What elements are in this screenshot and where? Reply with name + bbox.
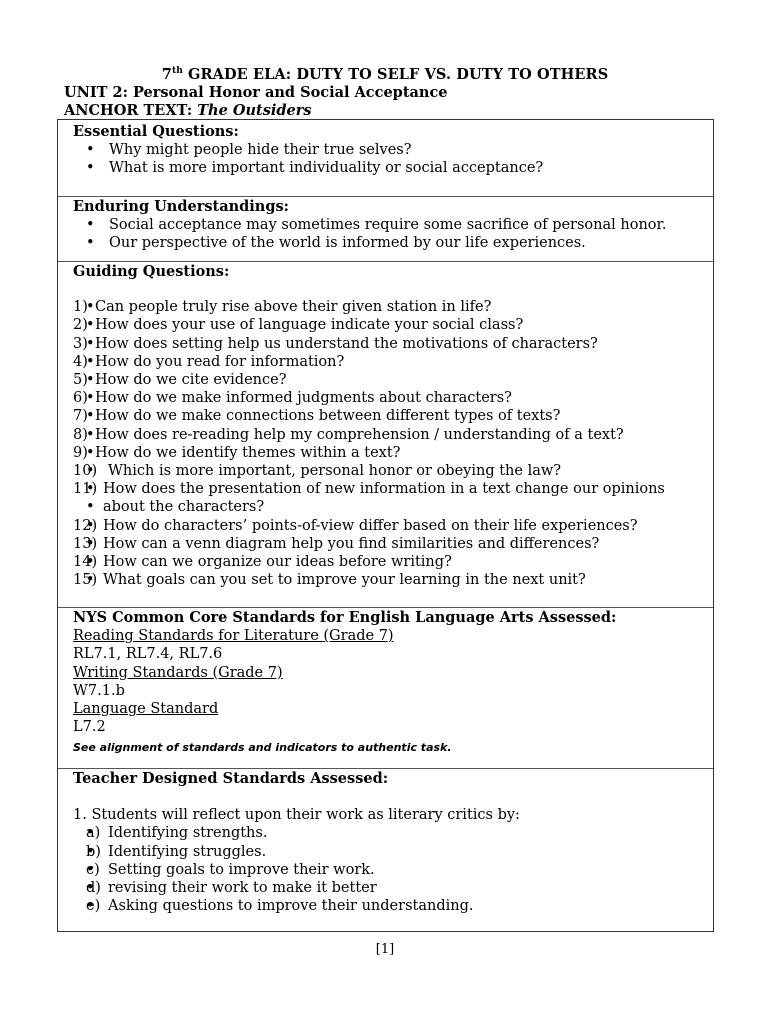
list-number: • 3) (73, 335, 88, 352)
list-text: How does the presentation of new information in a text change our opinions (103, 481, 665, 498)
list-item: • What is more important individuality or social acceptance? (73, 159, 543, 177)
list-number: • 1) (73, 299, 88, 316)
list-number: • 6) (73, 390, 88, 407)
list-item (73, 553, 665, 571)
list-item (73, 879, 520, 897)
language-standard-label: Language Standard (73, 701, 219, 718)
list-item (73, 298, 665, 316)
teacher-standards-section (58, 769, 713, 931)
list-item: • Our perspective of the world is informed by our life experiences. (73, 234, 666, 252)
list-item: • Social acceptance may sometimes require some sacrifice of personal honor. (73, 216, 666, 234)
list-text: Identifying strengths. (108, 825, 268, 842)
page-title: 7th GRADE ELA: DUTY TO SELF VS. DUTY TO OTHERS (161, 66, 609, 83)
list-item (73, 316, 665, 334)
anchor-book-title: The Outsiders (197, 102, 312, 119)
list-number: • 11) (73, 481, 98, 498)
unit-table (57, 119, 714, 932)
teacher-standards-intro: 1. Students will reflect upon their work as literary critics by: (73, 807, 520, 824)
list-item (73, 353, 665, 371)
teacher-standards-heading: Teacher Designed Standards Assessed: (73, 770, 389, 787)
list-item (73, 824, 520, 842)
essential-questions-list (73, 141, 543, 177)
list-number: • 12) (73, 517, 98, 534)
reading-standards-codes: RL7.1, RL7.4, RL7.6 (73, 646, 223, 663)
list-item (73, 444, 665, 462)
page-number: [1] (375, 942, 395, 957)
guiding-questions-section (58, 262, 713, 608)
list-item (73, 480, 665, 498)
list-text: How do you read for information? (95, 353, 345, 370)
writing-standards-label: Writing Standards (Grade 7) (73, 664, 283, 681)
list-number: • 14) (73, 554, 98, 571)
list-item (73, 861, 520, 879)
list-text: What goals can you set to improve your learning in the next unit? (103, 572, 586, 589)
list-text: How do we cite evidence? (95, 372, 287, 389)
list-text: Can people truly rise above their given station in life? (95, 299, 492, 316)
list-text: How can we organize our ideas before writing? (103, 554, 452, 571)
list-text: Setting goals to improve their work. (108, 861, 375, 878)
list-text: How does your use of language indicate your social class? (95, 317, 524, 334)
list-number: • 4) (73, 353, 88, 370)
list-item (73, 517, 665, 535)
enduring-understandings-list (73, 216, 666, 252)
list-text: Asking questions to improve their understanding. (108, 898, 474, 915)
list-letter: • b) (86, 843, 101, 860)
essential-questions-heading: Essential Questions: (73, 123, 239, 140)
list-item (73, 389, 665, 407)
teacher-standards-list (73, 824, 520, 915)
list-number: • 15) (73, 572, 98, 589)
list-item (73, 407, 665, 425)
list-letter: • d) (86, 880, 101, 897)
writing-standards-codes: W7.1.b (73, 682, 125, 699)
list-number: • 10) (73, 463, 98, 480)
list-item (73, 426, 665, 444)
list-number: • 5) (73, 372, 88, 389)
list-item (73, 498, 665, 516)
list-letter: • c) (86, 861, 100, 878)
list-text: How can a venn diagram help you find similarities and differences? (103, 535, 600, 552)
list-item (73, 462, 665, 480)
list-text: How do we make connections between different types of texts? (95, 408, 561, 425)
list-text: How do we identify themes within a text? (95, 444, 401, 461)
essential-questions-section (58, 120, 713, 197)
list-text: How do we make informed judgments about characters? (95, 390, 512, 407)
list-text: How does setting help us understand the motivations of characters? (95, 335, 598, 352)
list-item (73, 371, 665, 389)
list-number: • 2) (73, 317, 88, 334)
list-number: • 9) (73, 444, 88, 461)
list-letter: • a) (86, 825, 101, 842)
list-item (73, 571, 665, 589)
alignment-note: See alignment of standards and indicators to authentic task. (73, 741, 452, 755)
list-item (73, 535, 665, 553)
enduring-understandings-section (58, 197, 713, 262)
standards-heading: NYS Common Core Standards for English Language Arts Assessed: (73, 609, 617, 626)
list-number: • 13) (73, 535, 98, 552)
list-letter: • e) (86, 898, 101, 915)
list-item (73, 843, 520, 861)
guiding-questions-heading: Guiding Questions: (73, 263, 230, 280)
standards-section (58, 608, 713, 769)
anchor-text-heading: ANCHOR TEXT: The Outsiders (64, 102, 312, 119)
list-text: Identifying struggles. (108, 843, 267, 860)
unit-heading: UNIT 2: Personal Honor and Social Acceptance (64, 84, 448, 101)
reading-standards-label: Reading Standards for Literature (Grade 7) (73, 628, 394, 645)
list-text: Which is more important, personal honor or obeying the law? (108, 463, 562, 480)
list-item (73, 335, 665, 353)
guiding-questions-list (73, 298, 665, 589)
list-text: revising their work to make it better (108, 880, 377, 897)
list-number: • 8) (73, 426, 88, 443)
list-text: How do characters’ points-of-view differ based on their life experiences? (103, 517, 638, 534)
list-item (73, 897, 520, 915)
language-standard-codes: L7.2 (73, 719, 106, 736)
enduring-understandings-heading: Enduring Understandings: (73, 198, 289, 215)
list-text: How does re-reading help my comprehension / understanding of a text? (95, 426, 624, 443)
list-item: • Why might people hide their true selves? (73, 141, 543, 159)
list-text: about the characters? (103, 499, 265, 516)
list-number: • 7) (73, 408, 88, 425)
